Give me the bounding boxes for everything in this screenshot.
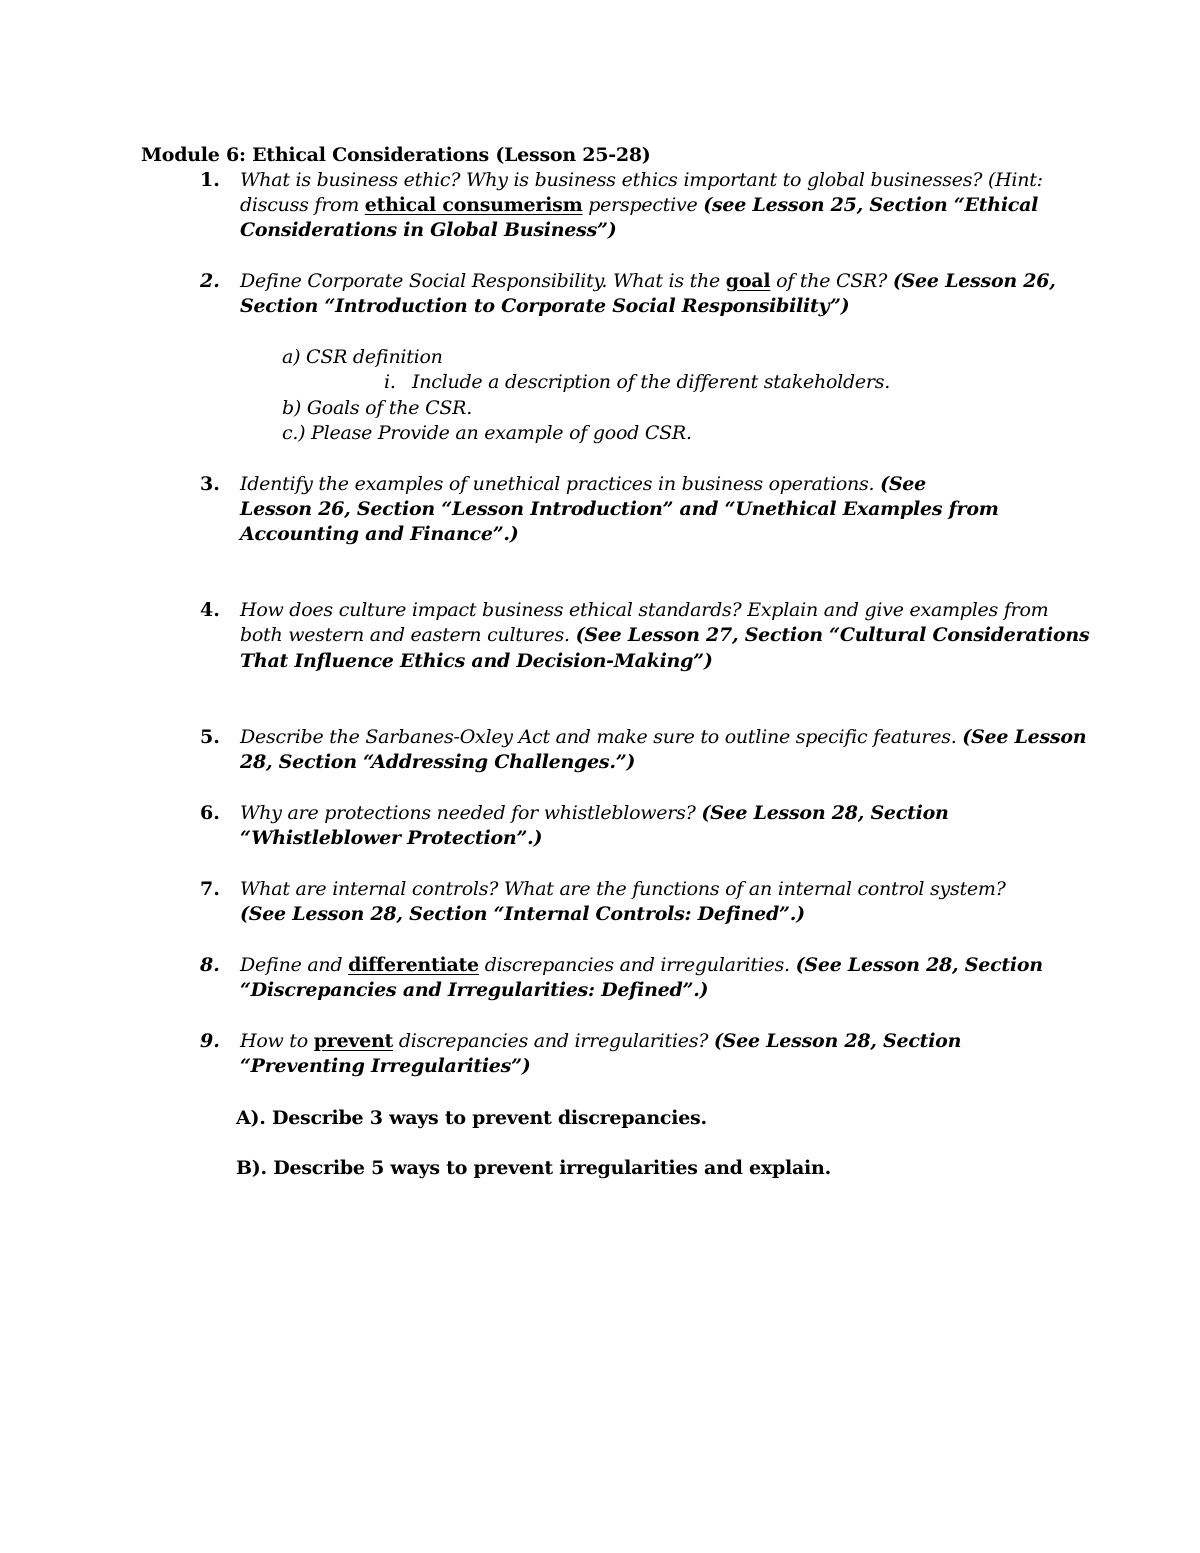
q9-prevent: prevent [313, 1030, 394, 1052]
q9-number: 9. [200, 1030, 220, 1052]
q1-line-2-text: discuss from [240, 194, 365, 216]
q2-sub-b: b) Goals of the CSR. [282, 397, 472, 419]
q1-line-3: Considerations in Global Business”) [240, 219, 617, 241]
q8-line-1-text-b: discrepancies and irregularities. [478, 954, 796, 976]
q3-reference-start: (See [880, 473, 926, 495]
q9-line-2: “Preventing Irregularities”) [240, 1055, 531, 1077]
q4-line-2-text: both western and eastern cultures. [240, 624, 576, 646]
q6-reference-start: (See Lesson 28, Section [701, 802, 949, 824]
q1-line-1: What is business ethic? Why is business ethics important to global businesses? (Hint: [240, 169, 1043, 191]
q3-line-1-text: Identify the examples of unethical practices in business operations. [240, 473, 881, 495]
q8-number: 8. [200, 954, 220, 976]
q9-line-1-text: How to [240, 1030, 314, 1052]
q2-reference: (See Lesson 26, [892, 270, 1056, 292]
q5-line-1 [240, 725, 1086, 750]
q9-line-1 [240, 1029, 961, 1054]
q1-line-2-text-b: perspective [582, 194, 704, 216]
q4-line-3: That Influence Ethics and Decision-Making”) [240, 650, 713, 672]
q8-line-1 [240, 953, 1043, 978]
q3-number: 3. [200, 473, 220, 495]
q4-number: 4. [200, 599, 220, 621]
q2-sub-a-i-number: i. [384, 371, 396, 393]
q2-line-1-text: Define Corporate Social Responsibility. What is the [240, 270, 726, 292]
q2-line-1 [240, 269, 1056, 294]
q6-number: 6. [200, 802, 220, 824]
q3-line-3: Accounting and Finance”.) [240, 523, 519, 545]
q3-line-2: Lesson 26, Section “Lesson Introduction” and “Unethical Examples from [240, 498, 999, 520]
q8-line-2: “Discrepancies and Irregularities: Defined”.) [240, 979, 709, 1001]
q6-line-1 [240, 801, 949, 826]
q2-sub-a: a) CSR definition [282, 346, 443, 368]
module-title: Module 6: Ethical Considerations (Lesson 25-28) [141, 144, 651, 166]
q4-line-1: How does culture impact business ethical standards? Explain and give examples from [240, 599, 1049, 621]
q1-line-2 [240, 193, 1038, 218]
q7-number: 7. [200, 878, 220, 900]
q9-line-1-text-b: discrepancies and irregularities? [393, 1030, 714, 1052]
q8-reference: (See Lesson 28, Section [795, 954, 1043, 976]
q2-sub-c: c.) Please Provide an example of good CSR. [282, 422, 692, 444]
q2-line-1-text-b: of the CSR? [770, 270, 893, 292]
q1-ethical-consumerism: ethical consumerism [364, 194, 583, 216]
q2-sub-a-i: Include a description of the different stakeholders. [412, 371, 891, 393]
q8-differentiate: differentiate [348, 954, 479, 976]
q9-reference: (See Lesson 28, Section [713, 1030, 962, 1052]
q5-line-2: 28, Section “Addressing Challenges.”) [240, 751, 636, 773]
q3-line-1 [240, 472, 926, 497]
q5-reference-start: (See Lesson [962, 726, 1087, 748]
q5-number: 5. [200, 726, 220, 748]
q1-reference: (see Lesson 25, Section “Ethical [703, 194, 1039, 216]
q9-part-b: B). Describe 5 ways to prevent irregularities and explain. [236, 1157, 831, 1179]
q2-number: 2. [200, 270, 220, 292]
q2-goal: goal [725, 270, 771, 292]
q7-line-1: What are internal controls? What are the functions of an internal control system? [240, 878, 1006, 900]
q9-part-a: A). Describe 3 ways to prevent discrepancies. [236, 1107, 707, 1129]
q6-line-2: “Whistleblower Protection”.) [240, 827, 543, 849]
q4-reference: (See Lesson 27, Section “Cultural Considerations [575, 624, 1090, 646]
q4-line-2 [240, 623, 1089, 648]
q7-line-2: (See Lesson 28, Section “Internal Controls: Defined”.) [240, 903, 805, 925]
q2-line-2: Section “Introduction to Corporate Social Responsibility”) [240, 295, 850, 317]
q5-line-1-text: Describe the Sarbanes-Oxley Act and make sure to outline specific features. [240, 726, 963, 748]
q8-line-1-text: Define and [240, 954, 349, 976]
q1-number: 1. [200, 169, 220, 191]
q6-line-1-text: Why are protections needed for whistleblowers? [240, 802, 702, 824]
